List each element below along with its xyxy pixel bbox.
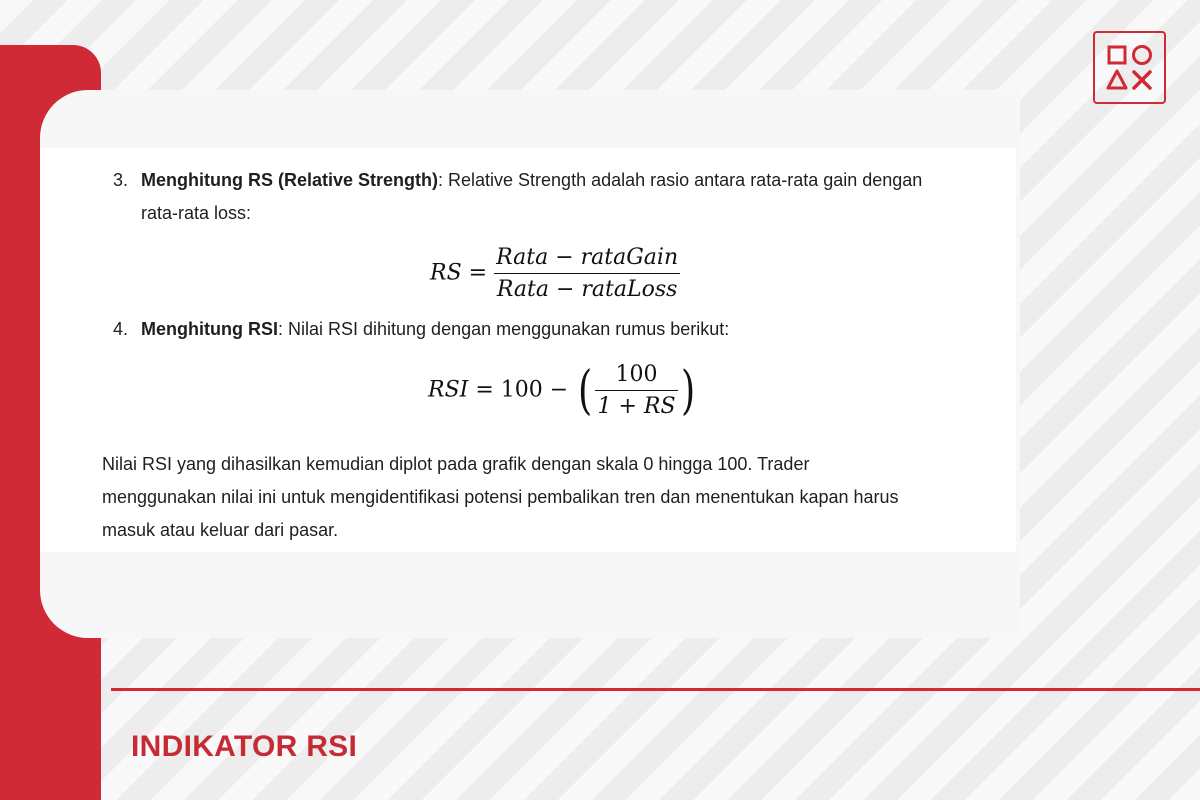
rsi-denominator: 1 + RS bbox=[597, 394, 676, 419]
step4-term: Menghitung RSI bbox=[141, 319, 278, 339]
paragraph-line-1: Nilai RSI yang dihasilkan kemudian diplot pada grafik dengan skala 0 hingga 100. Trader bbox=[102, 454, 810, 474]
rsi-formula-lhs: RSI bbox=[428, 377, 469, 403]
paragraph-line-2: menggunakan nilai ini untuk mengidentifikasi potensi pembalikan tren dan menentukan kapan harus bbox=[102, 487, 899, 507]
rs-formula bbox=[430, 245, 680, 302]
step3-number: 3. bbox=[113, 170, 129, 190]
step4-number: 4. bbox=[113, 319, 129, 339]
step3-desc: : Relative Strength adalah rasio antara rata-rata gain dengan bbox=[438, 170, 923, 190]
step4-desc: : Nilai RSI dihitung dengan menggunakan rumus berikut: bbox=[277, 319, 730, 339]
paragraph-line-3: masuk atau keluar dari pasar. bbox=[102, 520, 339, 540]
left-paren: ( bbox=[578, 360, 593, 421]
step3-term: Menghitung RS (Relative Strength) bbox=[141, 170, 438, 190]
rs-formula-lhs: RS bbox=[430, 260, 462, 286]
footer-divider bbox=[111, 688, 1200, 691]
rs-formula-equals: = bbox=[468, 260, 488, 286]
step3-desc-line2: rata-rata loss: bbox=[141, 203, 252, 223]
rsi-formula bbox=[428, 362, 698, 419]
rs-fraction bbox=[494, 245, 680, 302]
page-title: INDIKATOR RSI bbox=[131, 730, 358, 763]
rs-numerator: Rata − rataGain bbox=[494, 245, 680, 274]
rsi-formula-equals: = bbox=[475, 377, 494, 403]
rsi-numerator: 100 bbox=[595, 362, 677, 391]
rsi-formula-const: 100 − bbox=[500, 377, 569, 403]
step4-text bbox=[141, 313, 729, 345]
shapes-logo-icon bbox=[1093, 31, 1166, 104]
right-paren: ) bbox=[680, 360, 695, 421]
step3-text bbox=[141, 164, 922, 196]
rsi-fraction bbox=[595, 362, 677, 419]
rs-denominator: Rata − rataLoss bbox=[496, 277, 678, 302]
